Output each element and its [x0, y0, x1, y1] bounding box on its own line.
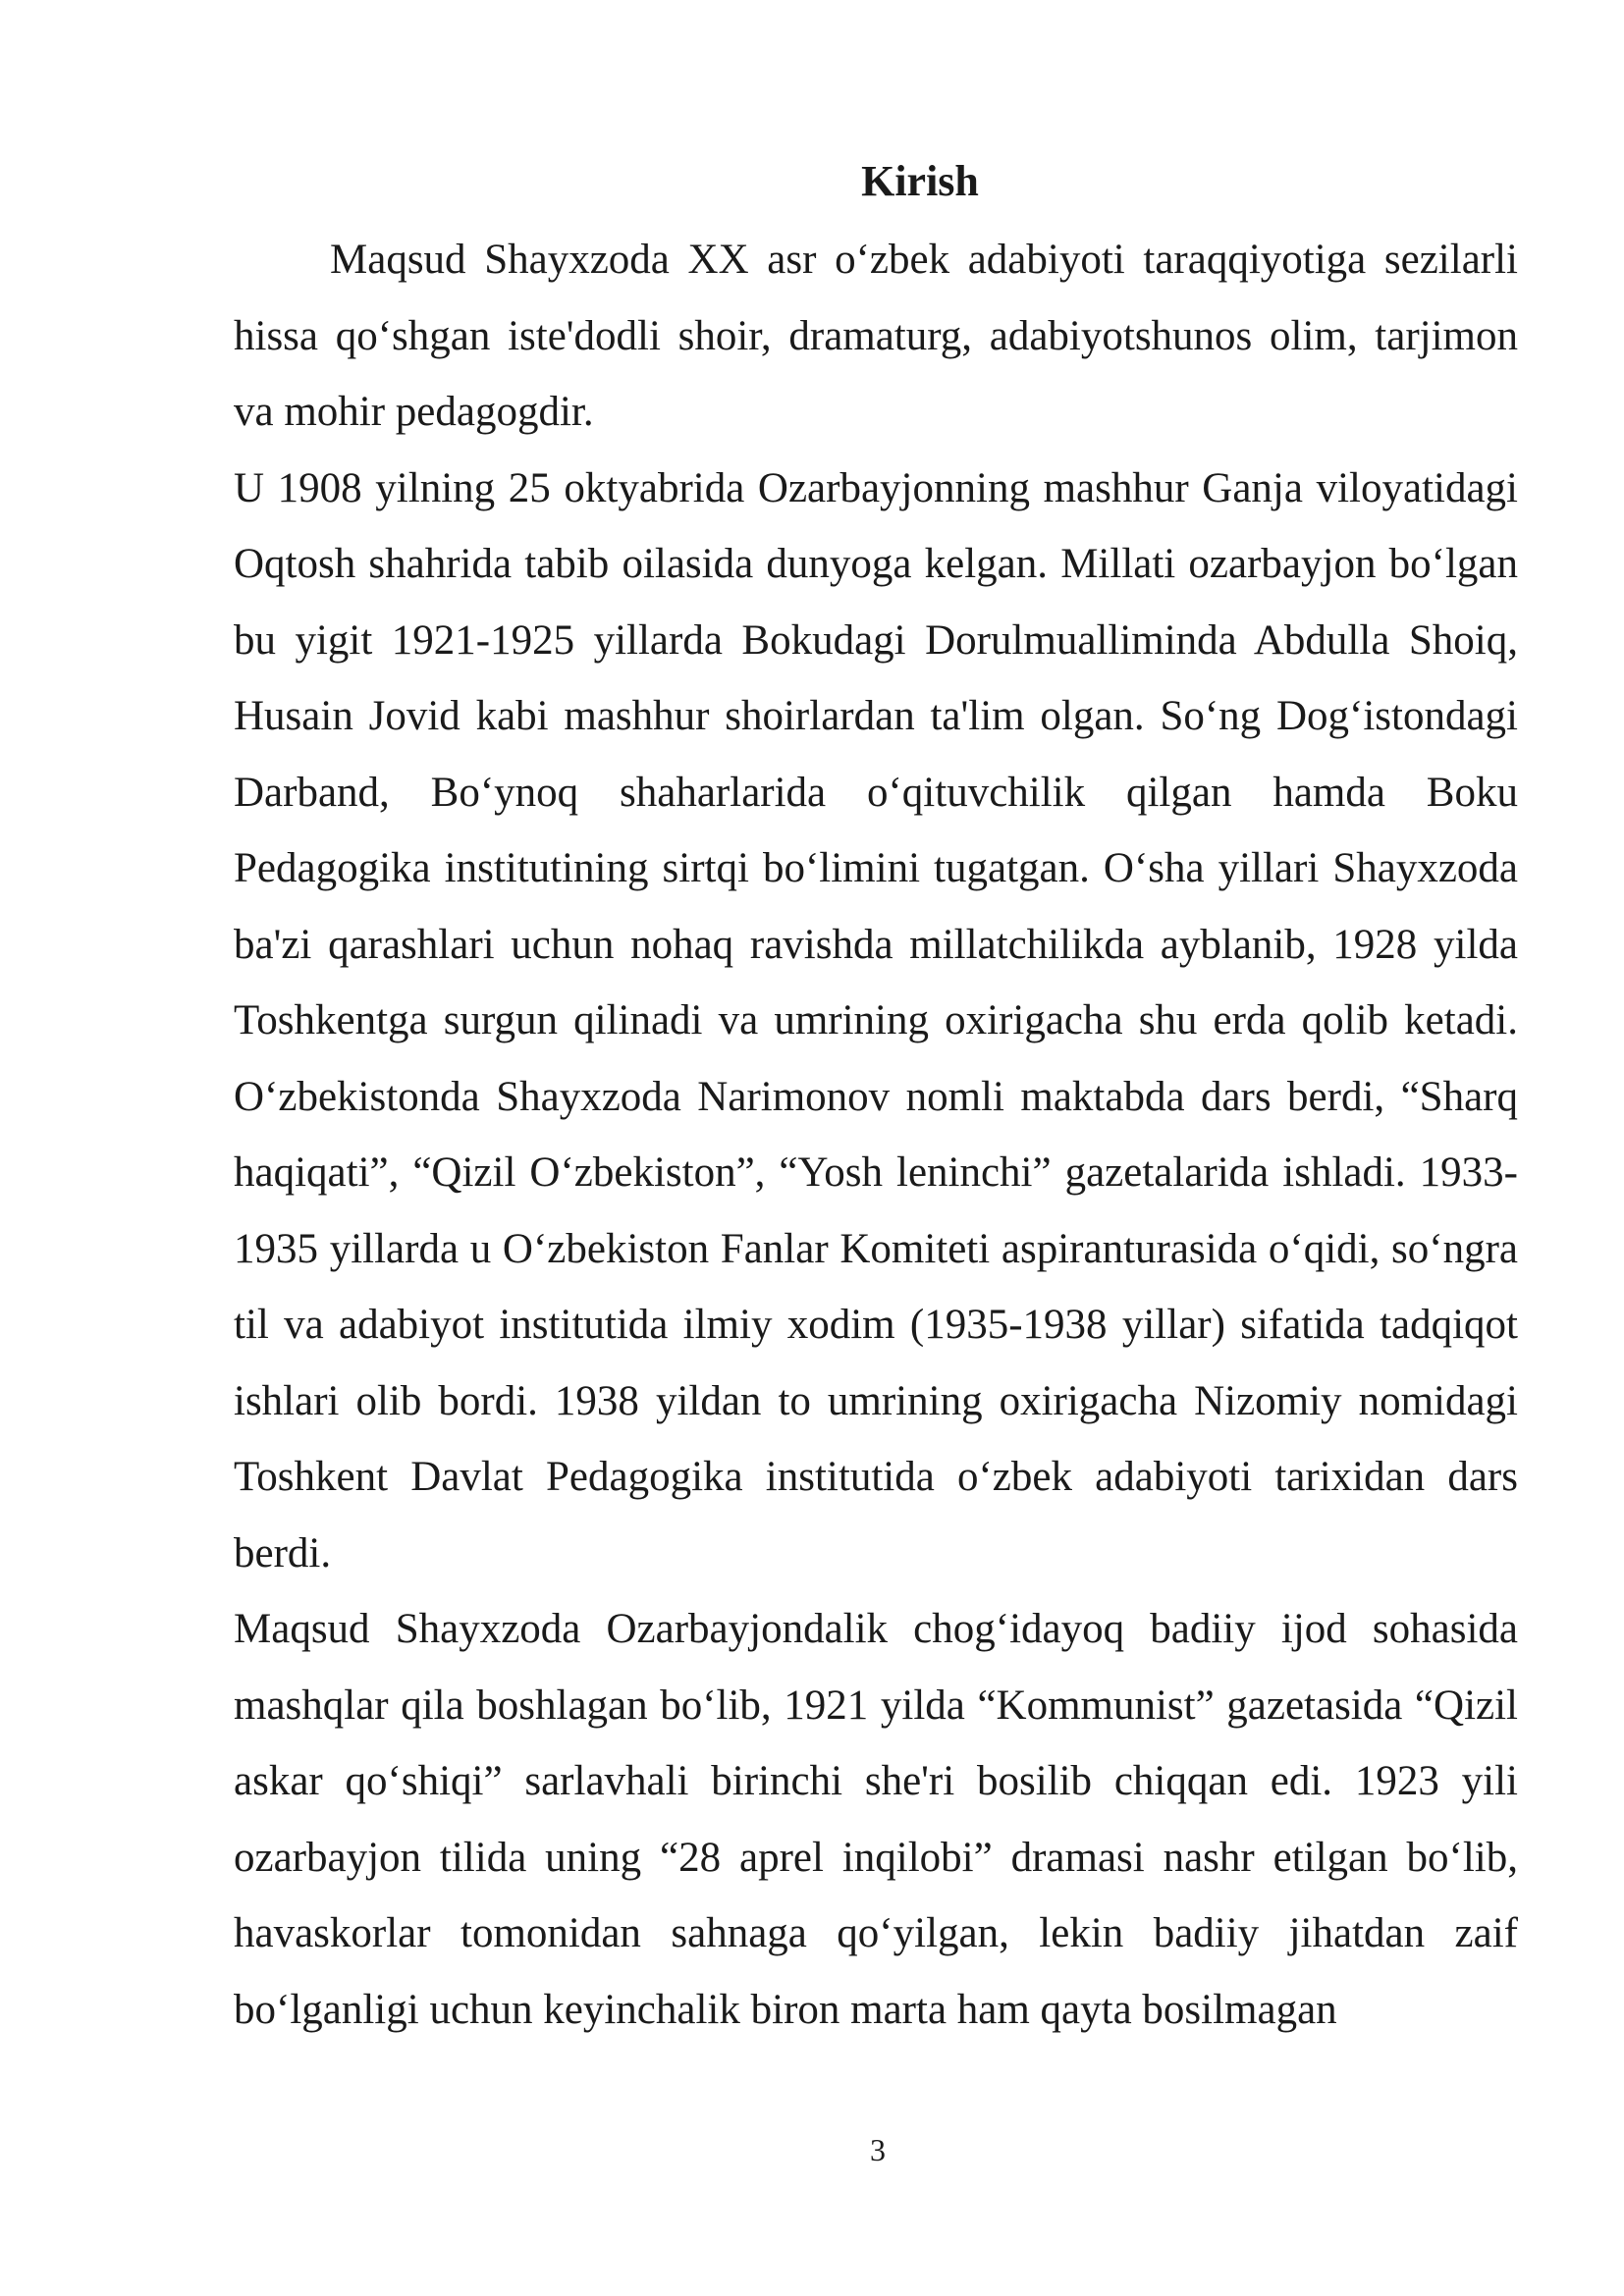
- page-title: Kirish: [861, 157, 979, 205]
- paragraph-intro: Maqsud Shayxzoda XX asr o‘zbek adabiyoti taraqqiyotiga sezilarli hissa qo‘shgan iste'dodli shoir, dramaturg, adabiyotshunos olim, tarjimon va mohir pedagogdir.: [234, 237, 1518, 435]
- body-text: [234, 222, 1518, 2048]
- page-number: 3: [870, 2132, 886, 2167]
- paragraph-early-works: Maqsud Shayxzoda Ozarbayjondalik chog‘idayoq badiiy ijod sohasida mashqlar qila boshlagan bo‘lib, 1921 yilda “Kommunist” gazetasida “Qizil askar qo‘shiqi” sarlavhali birinchi she'ri bosilib chiqqan edi. 1923 yili ozarbayjon tilida uning “28 aprel inqilobi” dramasi nashr etilgan bo‘lib, havaskorlar tomonidan sahnaga qo‘yilgan, lekin badiiy jihatdan zaif bo‘lganligi uchun keyinchalik biron marta ham qayta bosilmagan: [234, 1606, 1518, 2033]
- paragraph-biography: U 1908 yilning 25 oktyabrida Ozarbayjonning mashhur Ganja viloyatidagi Oqtosh shahrida tabib oilasida dunyoga kelgan. Millati ozarbayjon bo‘lgan bu yigit 1921-1925 yillarda Bokudagi Dorulmualliminda Abdulla Shoiq, Husain Jovid kabi mashhur shoirlardan ta'lim olgan. So‘ng Dog‘istondagi Darband, Bo‘ynoq shaharlarida o‘qituvchilik qilgan hamda Boku Pedagogika institutining sirtqi bo‘limini tugatgan. O‘sha yillari Shayxzoda ba'zi qarashlari uchun nohaq ravishda millatchilikda ayblanib, 1928 yilda Toshkentga surgun qilinadi va umrining oxirigacha shu erda qolib ketadi. O‘zbekistonda Shayxzoda Narimonov nomli maktabda dars berdi, “Sharq haqiqati”, “Qizil O‘zbekiston”, “Yosh leninchi” gazetalarida ishladi. 1933-1935 yillarda u O‘zbekiston Fanlar Komiteti aspiranturasida o‘qidi, so‘ngra til va adabiyot institutida ilmiy xodim (1935-1938 yillar) sifatida tadqiqot ishlari olib bordi. 1938 yildan to umrining oxirigacha Nizomiy nomidagi Toshkent Davlat Pedagogika institutida o‘zbek adabiyoti tarixidan dars berdi.: [234, 464, 1518, 1576]
